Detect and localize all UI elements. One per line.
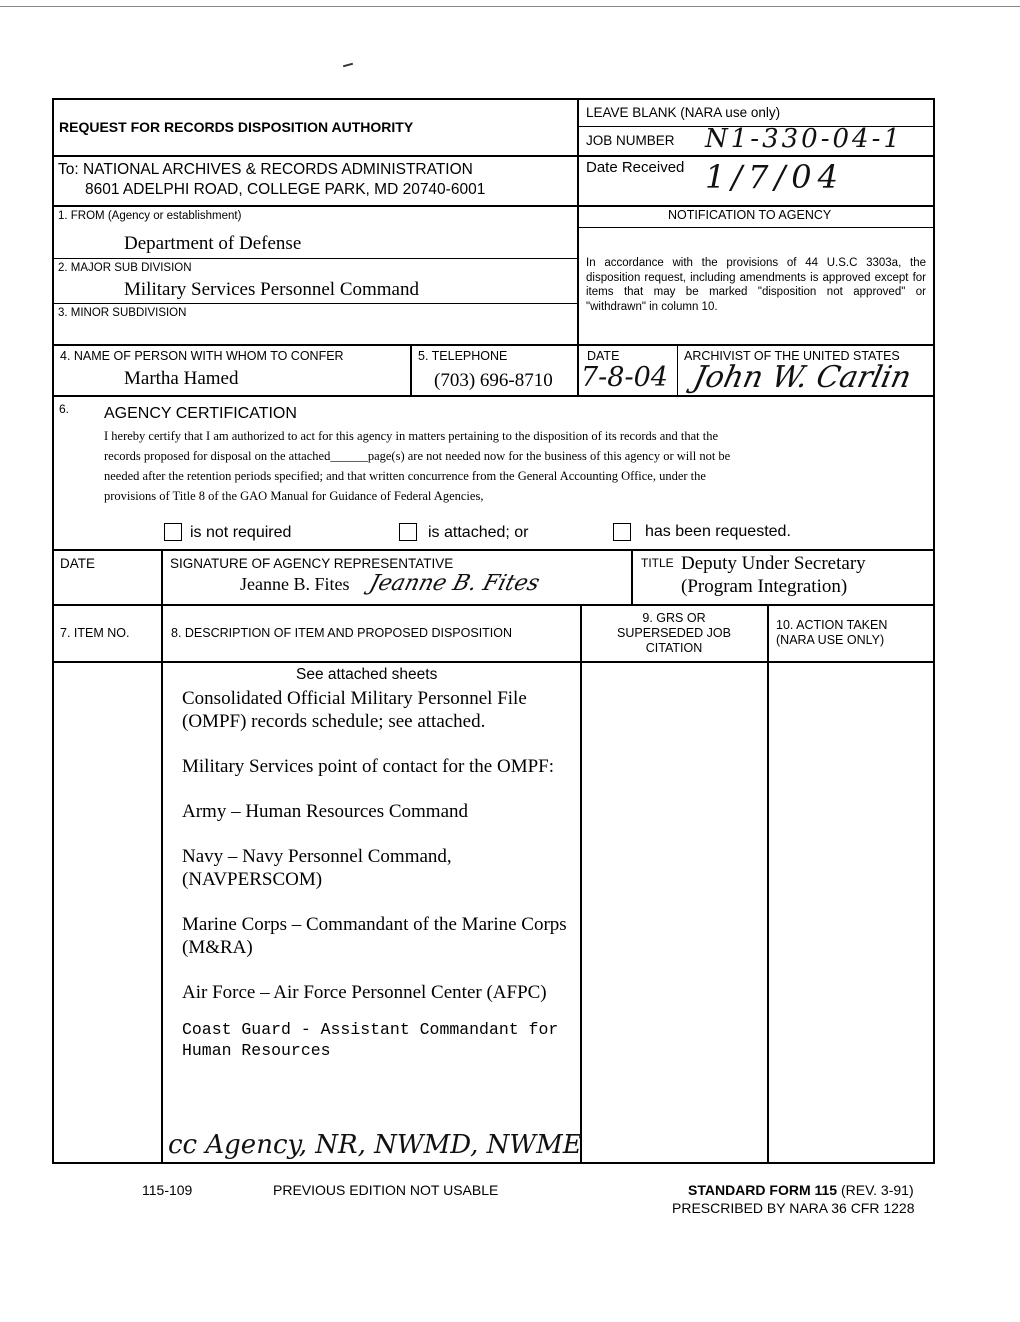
rule-major-bottom xyxy=(52,303,577,304)
divider-date-archivist xyxy=(677,344,678,396)
col10-header-line1: 10. ACTION TAKEN xyxy=(776,618,888,632)
cert-line1: I hereby certify that I am authorized to act for this agency in matters pertaining to the disposition of its records and that the xyxy=(104,429,719,443)
notification-text: In accordance with the provisions of 44 U.S.C 3303a, the disposition request, including amendments is approved except for items that may be marked "disposition not approved" or "withdrawn" in column 10. xyxy=(586,257,926,313)
divider-telephone xyxy=(410,344,412,396)
date-label: DATE xyxy=(587,349,620,363)
col9-header-line1: 9. GRS OR xyxy=(642,611,706,625)
cert-line4: provisions of Title 8 of the GAO Manual for Guidance of Federal Agencies, xyxy=(104,489,484,503)
cert-line3: needed after the retention periods specified; and that written concurrence from the General Accounting Office, under the xyxy=(104,469,706,483)
footer-previous-edition: PREVIOUS EDITION NOT USABLE xyxy=(273,1182,499,1198)
major-sub-value: Military Services Personnel Command xyxy=(124,279,419,300)
form-border-right xyxy=(933,98,935,1164)
rule-cert-bottom xyxy=(52,549,934,551)
confer-label: 4. NAME OF PERSON WITH WHOM TO CONFER xyxy=(60,349,344,363)
desc-marine-line1: Marine Corps – Commandant of the Marine Corps xyxy=(182,914,567,935)
title-label: TITLE xyxy=(641,556,674,570)
footer-standard-form xyxy=(688,1182,914,1198)
footer-standard-form-bold: STANDARD FORM 115 xyxy=(688,1182,838,1198)
date-value: 7-8-04 xyxy=(581,362,668,393)
col9-header-line3: CITATION xyxy=(645,641,703,655)
to-line1: To: NATIONAL ARCHIVES & RECORDS ADMINISTRATION xyxy=(58,161,473,178)
checkbox-requested[interactable] xyxy=(613,523,631,541)
sig-signature: Jeanne B. Fites xyxy=(366,571,543,596)
form-border-top xyxy=(52,98,935,100)
desc-navy-line2: (NAVPERSCOM) xyxy=(182,869,323,890)
col9-header-line2: SUPERSEDED JOB xyxy=(617,626,731,640)
desc-ompf-line2: (OMPF) records schedule; see attached. xyxy=(182,711,486,732)
cc-note: cc Agency, NR, NWMD, NWME xyxy=(168,1130,582,1160)
divider-sig-title xyxy=(631,549,633,604)
archivist-signature: John W. Carlin xyxy=(690,360,915,395)
desc-ompf-line1: Consolidated Official Military Personnel File xyxy=(182,688,527,709)
confer-value: Martha Hamed xyxy=(124,368,239,389)
from-value: Department of Defense xyxy=(124,233,302,254)
col10-header-line2: (NARA USE ONLY) xyxy=(776,633,885,647)
job-number-label: JOB NUMBER xyxy=(586,133,675,148)
opt-not-required-label: is not required xyxy=(190,524,292,541)
cert-line2: records proposed for disposal on the attached______page(s) are not needed now for the business of this agency or will not be xyxy=(104,449,731,463)
title-value2: (Program Integration) xyxy=(681,576,848,597)
rule-header-bottom xyxy=(52,661,934,663)
desc-navy-line1: Navy – Navy Personnel Command, xyxy=(182,846,452,867)
col8-header: 8. DESCRIPTION OF ITEM AND PROPOSED DISPOSITION xyxy=(171,626,513,640)
sig-date-label: DATE xyxy=(60,556,96,571)
sig-label: SIGNATURE OF AGENCY REPRESENTATIVE xyxy=(170,556,454,571)
divider-col10 xyxy=(767,604,769,1162)
rule-minor-bottom xyxy=(52,344,934,346)
footer-standard-form-rev: (REV. 3-91) xyxy=(837,1182,914,1198)
major-sub-label: 2. MAJOR SUB DIVISION xyxy=(58,262,192,274)
leave-blank-label: LEAVE BLANK (NARA use only) xyxy=(586,105,781,120)
section6-number: 6. xyxy=(59,402,70,416)
footer-form-number: 115-109 xyxy=(142,1182,193,1198)
opt-attached-label: is attached; or xyxy=(428,524,529,541)
scan-edge-line xyxy=(0,6,1020,7)
desc-poc: Military Services point of contact for the OMPF: xyxy=(182,756,555,777)
minor-sub-label: 3. MINOR SUBDIVISION xyxy=(58,307,187,319)
rule-title-bottom xyxy=(52,155,934,157)
desc-army: Army – Human Resources Command xyxy=(182,801,469,822)
cert-title: AGENCY CERTIFICATION xyxy=(104,405,297,422)
desc-cg-line2: Human Resources xyxy=(182,1041,331,1060)
rule-sig-bottom xyxy=(52,604,934,606)
from-label: 1. FROM (Agency or establishment) xyxy=(58,210,242,222)
scan-mark xyxy=(343,63,353,68)
opt-requested-label: has been requested. xyxy=(645,523,791,540)
checkbox-not-required[interactable] xyxy=(164,523,182,541)
form-border-bottom xyxy=(52,1162,935,1164)
col7-header: 7. ITEM NO. xyxy=(60,626,130,640)
job-number-value: N1-330-04-1 xyxy=(705,124,903,154)
title-value1: Deputy Under Secretary xyxy=(681,553,866,574)
notification-label: NOTIFICATION TO AGENCY xyxy=(668,208,832,222)
divider-sig-date xyxy=(161,549,163,1162)
divider-right-col xyxy=(577,98,579,396)
rule-confer-bottom xyxy=(52,395,934,397)
desc-marine-line2: (M&RA) xyxy=(182,937,253,958)
rule-to-bottom xyxy=(52,205,934,207)
rule-from-bottom xyxy=(52,258,577,259)
form-title: REQUEST FOR RECORDS DISPOSITION AUTHORITY xyxy=(59,119,414,135)
date-received-value: 1/7/04 xyxy=(705,158,844,196)
sig-name: Jeanne B. Fites xyxy=(240,574,350,594)
rule-notification xyxy=(577,227,934,228)
see-attached: See attached sheets xyxy=(296,666,438,683)
footer-prescribed: PRESCRIBED BY NARA 36 CFR 1228 xyxy=(672,1200,915,1216)
telephone-label: 5. TELEPHONE xyxy=(418,349,508,363)
archivist-label: ARCHIVIST OF THE UNITED STATES xyxy=(684,349,900,363)
telephone-value: (703) 696-8710 xyxy=(434,370,553,391)
to-line2: 8601 ADELPHI ROAD, COLLEGE PARK, MD 20740-6001 xyxy=(85,181,486,198)
checkbox-attached[interactable] xyxy=(399,523,417,541)
desc-airforce: Air Force – Air Force Personnel Center (AFPC) xyxy=(182,982,547,1003)
desc-cg-line1: Coast Guard - Assistant Commandant for xyxy=(182,1020,559,1039)
date-received-label: Date Received xyxy=(586,159,685,176)
